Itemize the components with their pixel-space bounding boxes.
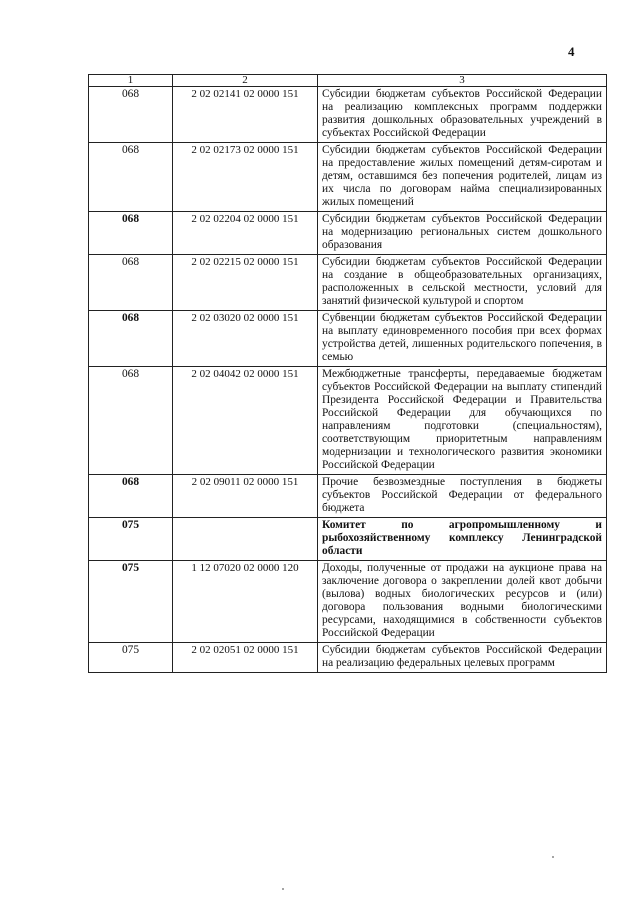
admin-code-cell: 068 <box>89 311 173 367</box>
description-cell: Доходы, полученные от продажи на аукционе права на заключение договора о закреплении долей квот добычи (вылова) водных биологических ресурсов и (или) договора пользования водными биологическими ресурсами, находящимися в собственности субъектов Российской Федерации <box>318 561 607 643</box>
budget-code-cell: 2 02 02173 02 0000 151 <box>173 143 318 212</box>
admin-code-cell: 068 <box>89 255 173 311</box>
table-row <box>89 475 607 518</box>
table-row <box>89 143 607 212</box>
scan-speck <box>282 888 284 890</box>
description-cell: Межбюджетные трансферты, передаваемые бюджетам субъектов Российской Федерации на выплату стипендий Президента Российской Федерации и Правительства Российской Федерации для обучающихся по направлениям подготовки (специальностям), соответствующим приоритетным направлениям модернизации и технологического развития экономики Российской Федерации <box>318 367 607 475</box>
budget-code-cell: 2 02 02051 02 0000 151 <box>173 643 318 673</box>
admin-code-cell: 068 <box>89 87 173 143</box>
description-cell: Субсидии бюджетам субъектов Российской Федерации на реализацию комплексных программ поддержки развития дошкольных образовательных учреждений в субъектах Российской Федерации <box>318 87 607 143</box>
table-row <box>89 255 607 311</box>
table-row <box>89 87 607 143</box>
revenue-classification-table <box>88 74 607 673</box>
description-cell: Прочие безвозмездные поступления в бюджеты субъектов Российской Федерации от федерального бюджета <box>318 475 607 518</box>
scan-speck <box>552 856 554 858</box>
budget-code-cell: 2 02 02141 02 0000 151 <box>173 87 318 143</box>
description-cell: Субсидии бюджетам субъектов Российской Федерации на реализацию федеральных целевых программ <box>318 643 607 673</box>
budget-code-cell: 2 02 09011 02 0000 151 <box>173 475 318 518</box>
admin-code-cell: 068 <box>89 143 173 212</box>
admin-code-cell: 068 <box>89 475 173 518</box>
table-header-row <box>89 75 607 87</box>
table-row <box>89 311 607 367</box>
budget-code-cell: 2 02 02204 02 0000 151 <box>173 212 318 255</box>
column-header-1: 1 <box>89 75 173 87</box>
section-title-cell: Комитет по агропромышленному и рыбохозяйственному комплексу Ленинградской области <box>318 518 607 561</box>
budget-code-cell: 2 02 02215 02 0000 151 <box>173 255 318 311</box>
column-header-3: 3 <box>318 75 607 87</box>
description-cell: Субсидии бюджетам субъектов Российской Федерации на предоставление жилых помещений детям-сиротам и детям, оставшимся без попечения родителей, лицам из их числа по договорам найма специализированных жилых помещений <box>318 143 607 212</box>
description-cell: Субсидии бюджетам субъектов Российской Федерации на модернизацию региональных систем дошкольного образования <box>318 212 607 255</box>
admin-code-cell: 075 <box>89 643 173 673</box>
table-row <box>89 561 607 643</box>
budget-code-cell: 2 02 03020 02 0000 151 <box>173 311 318 367</box>
column-header-2: 2 <box>173 75 318 87</box>
admin-code-cell: 075 <box>89 561 173 643</box>
table-row <box>89 643 607 673</box>
budget-code-cell: 2 02 04042 02 0000 151 <box>173 367 318 475</box>
admin-code-cell: 068 <box>89 367 173 475</box>
budget-code-cell <box>173 518 318 561</box>
page-number: 4 <box>568 44 575 59</box>
table-row <box>89 212 607 255</box>
description-cell: Субвенции бюджетам субъектов Российской Федерации на выплату единовременного пособия при всех формах устройства детей, лишенных родительского попечения, в семью <box>318 311 607 367</box>
table-row-section-header <box>89 518 607 561</box>
table-row <box>89 367 607 475</box>
budget-code-cell: 1 12 07020 02 0000 120 <box>173 561 318 643</box>
admin-code-cell: 068 <box>89 212 173 255</box>
admin-code-cell: 075 <box>89 518 173 561</box>
description-cell: Субсидии бюджетам субъектов Российской Федерации на создание в общеобразовательных организациях, расположенных в сельской местности, условий для занятий физической культурой и спортом <box>318 255 607 311</box>
